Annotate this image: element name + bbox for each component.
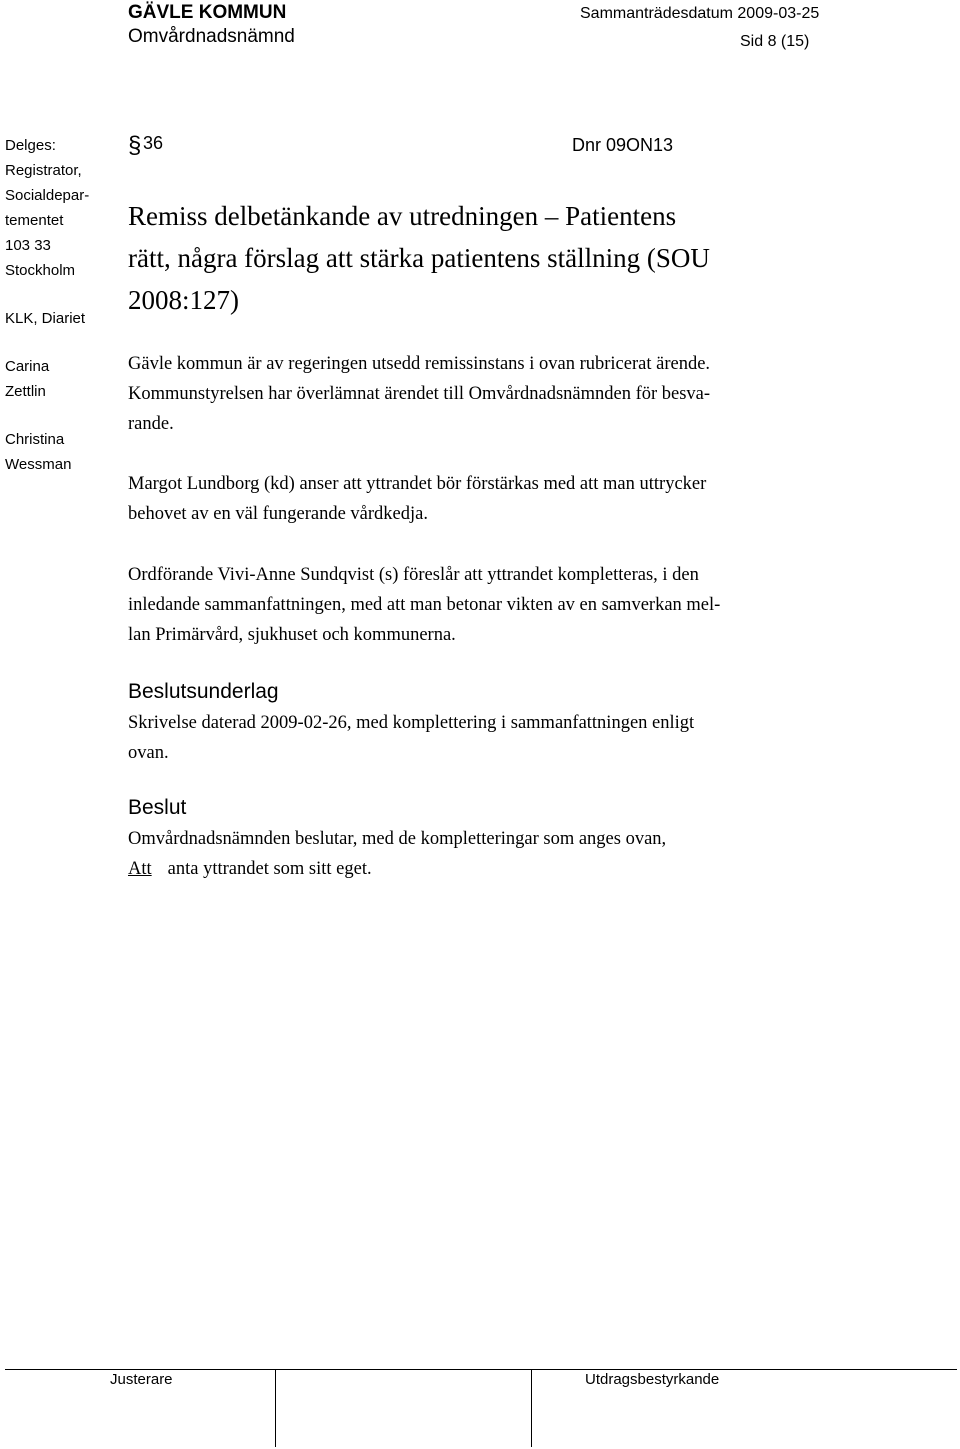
footer-column-divider <box>275 1369 276 1447</box>
case-title-line: Remiss delbetänkande av utredningen – Patientens <box>128 201 677 231</box>
recipient: Christina <box>5 431 65 448</box>
recipient: 103 33 <box>5 237 51 254</box>
text-line: Margot Lundborg (kd) anser att yttrandet bör förstärkas med att man uttrycker <box>128 474 707 494</box>
recipient: tementet <box>5 212 64 229</box>
decision-text: anta yttrandet som sitt eget. <box>167 859 372 879</box>
recipient: Wessman <box>5 456 72 473</box>
recipient: Stockholm <box>5 262 76 279</box>
text-line: rande. <box>128 414 174 434</box>
recipient: Socialdepar- <box>5 187 90 204</box>
beslut-heading: Beslut <box>128 796 187 819</box>
paragraph-symbol: § <box>128 132 142 159</box>
page-number: Sid 8 (15) <box>740 33 810 50</box>
utdragsbestyrkande-label: Utdragsbestyrkande <box>585 1371 720 1388</box>
recipient: Registrator, <box>5 162 82 179</box>
distribution-label: Delges: <box>5 137 56 154</box>
margot-paragraph <box>128 469 808 529</box>
case-title-line: 2008:127) <box>128 285 239 315</box>
text-line: inledande sammanfattningen, med att man betonar vikten av en samverkan mel- <box>128 595 721 615</box>
footer-divider <box>5 1369 957 1370</box>
meeting-date: Sammanträdesdatum 2009-03-25 <box>580 5 820 22</box>
beslutsunderlag-heading: Beslutsunderlag <box>128 680 279 703</box>
organization-name: GÄVLE KOMMUN <box>128 2 287 23</box>
recipient: Zettlin <box>5 383 46 400</box>
diary-number: Dnr 09ON13 <box>572 135 674 155</box>
case-title-line: rätt, några förslag att stärka patientens ställning (SOU <box>128 243 710 273</box>
justerare-label: Justerare <box>110 1371 173 1388</box>
beslutsunderlag-text <box>128 708 808 768</box>
case-number: 36 <box>143 133 164 153</box>
text-line: ovan. <box>128 743 169 763</box>
text-line: Gävle kommun är av regeringen utsedd remissinstans i ovan rubricerat ärende. <box>128 354 711 374</box>
recipient: KLK, Diariet <box>5 310 86 327</box>
text-line: Skrivelse daterad 2009-02-26, med komplettering i sammanfattningen enligt <box>128 713 695 733</box>
text-line: Omvårdnadsnämnden beslutar, med de kompletteringar som anges ovan, <box>128 829 667 849</box>
ordforande-paragraph <box>128 560 808 650</box>
case-title <box>128 195 828 321</box>
distribution-list <box>5 133 120 477</box>
recipient: Carina <box>5 358 50 375</box>
text-line: lan Primärvård, sjukhuset och kommunerna. <box>128 625 456 645</box>
text-line: behovet av en väl fungerande vårdkedja. <box>128 504 428 524</box>
decision-line <box>128 854 808 884</box>
intro-paragraph <box>128 349 808 439</box>
beslut-text <box>128 824 808 884</box>
footer-column-divider <box>531 1369 532 1447</box>
text-line: Kommunstyrelsen har överlämnat ärendet till Omvårdnadsnämnden för besva- <box>128 384 711 404</box>
board-name: Omvårdnadsnämnd <box>128 26 295 47</box>
att-word: Att <box>128 859 152 879</box>
text-line: Ordförande Vivi-Anne Sundqvist (s) föreslår att yttrandet kompletteras, i den <box>128 565 699 585</box>
